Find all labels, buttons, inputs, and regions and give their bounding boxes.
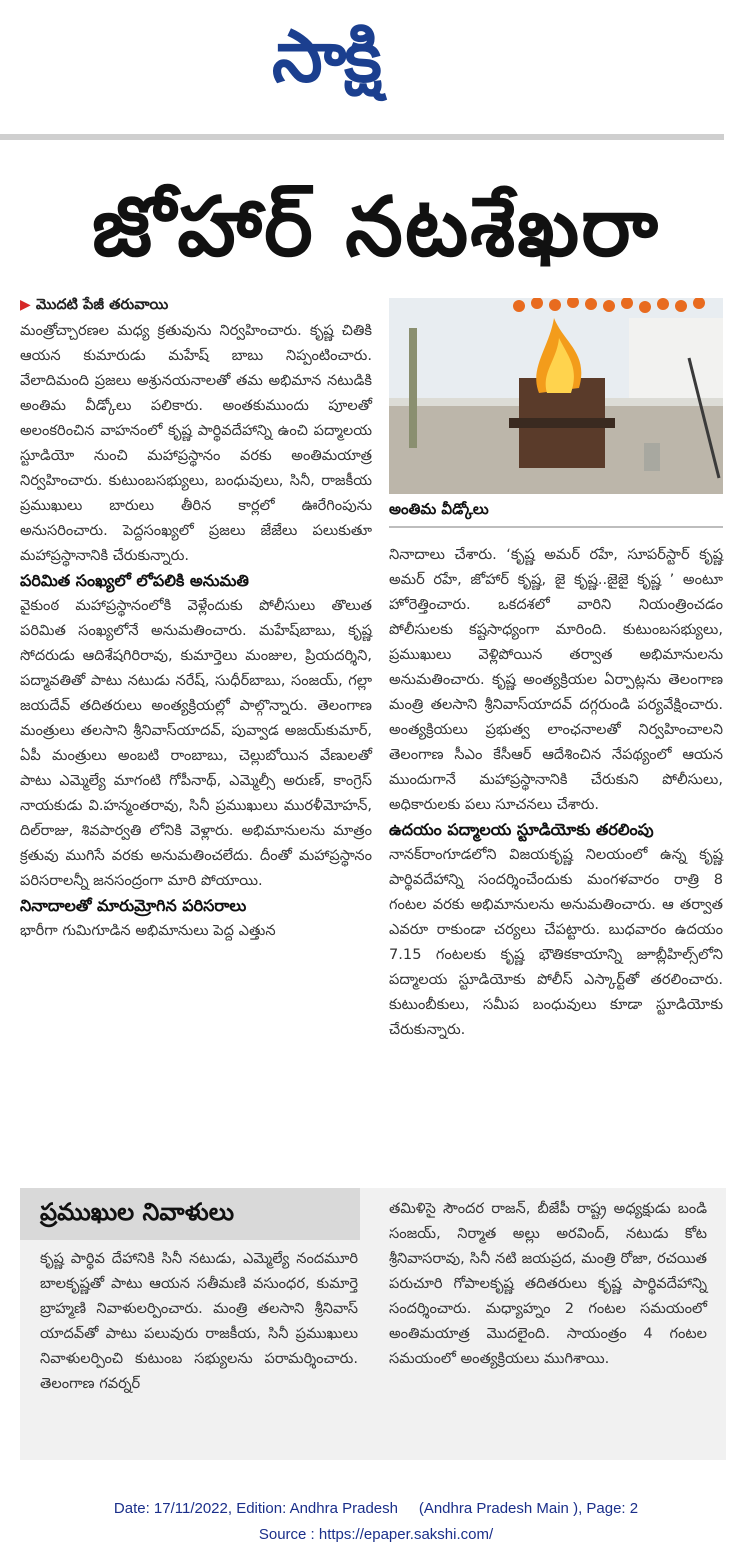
tributes-paragraph: కృష్ణ పార్థివ దేహానికి సినీ నటుడు, ఎమ్మెల్యే నందమూరి బాలకృష్ణతో పాటు ఆయన సతీమణి వసుంధర, కుమార్తె బ్రాహ్మణి నివాళులర్పించారు. మంత్రి తలసాని శ్రీనివాస్ యాదవ్‌తో పాటు పలువురు రాజకీయ, సినీ ప్రముఖులు నివాళులర్పించి కుటుంబ సభ్యులను పరామర్శించారు. తెలంగాణ గవర్నర్ xyxy=(40,1250,358,1392)
kicker xyxy=(20,292,372,318)
article-paragraph: నానక్‌రాంగూడలోని విజయకృష్ణ నిలయంలో ఉన్న కృష్ణ పార్థివదేహాన్ని సందర్శించేందుకు మంగళవారం రాత్రి 8 గంటల వరకు అభిమానులను అనుమతించారు. ఆ తర్వాత ఎవరూ రాకుండా చర్యలు చేపట్టారు. బుధవారం ఉదయం 7.15 గంటలకు కృష్ణ భౌతికకాయాన్ని జూబ్లీహిల్స్‌లోని పద్మాలయ స్టూడియోకు పోలీస్ ఎస్కార్ట్‌తో తరలించారు. కుటుంబీకులు, సమీప బంధువులు కూడా స్టూడియోకు చేరుకున్నారు. xyxy=(389,846,723,1038)
caption-rule xyxy=(389,526,723,528)
headline: జోహార్ నటశేఖరా xyxy=(92,180,660,275)
footer xyxy=(0,1496,752,1548)
kicker-text: మొదటి పేజీ తరువాయి xyxy=(35,296,169,313)
photo-illustration xyxy=(389,298,723,494)
article-paragraph: వైకుంఠ మహాప్రస్థానంలోకి వెళ్లేందుకు పోలీసులు తొలుత పరిమిత సంఖ్యలోనే అనుమతించారు. మహేష్‌బాబు, కృష్ణ సోదరుడు ఆదిశేషగిరిరావు, కుమార్తెలు మంజుల, ప్రియదర్శిని, పద్మావతితో పాటు నటుడు నరేష్, సుధీర్‌బాబు, సంజయ్, గల్లా జయదేవ్ తదితరులు అంత్యక్రియల్లో పాల్గొన్నారు. తెలంగాణ మంత్రులు తలసాని శ్రీనివాస్‌యాదవ్, పువ్వాడ అజయ్‌కుమార్, ఏపీ మంత్రులు అంబటి రాంబాబు, చెల్లుబోయిన వేణులతో పాటు ఎమ్మెల్యే మాగంటి గోపీనాథ్, ఎమ్మెల్సీ అరుణ్, కాంగ్రెస్ నాయకుడు వి.హన్మంతరావు, సినీ ప్రముఖులు మురళీమోహన్, దిల్‌రాజు, శివపార్వతి లోనికి వెళ్లారు. అభిమానులను మాత్రం క్రతువు ముగిసే వరకు అనుమతించలేదు. దీంతో మహాప్రస్థానం పరిసరాలన్నీ జనసంద్రంగా మారి పోయాయి. xyxy=(20,597,372,889)
footer-date-line: Date: 17/11/2022, Edition: Andhra Pradesh (Andhra Pradesh Main ), Page: 2 xyxy=(113,1500,639,1517)
right-column xyxy=(389,542,723,1042)
cremation-photo xyxy=(389,298,723,494)
article-paragraph: నినాదాలు చేశారు. ‘కృష్ణ అమర్ రహే, సూపర్‌స్టార్ కృష్ణ అమర్ రహే, జోహార్ కృష్ణ, జై కృష్ణ..జైజై కృష్ణ ’ అంటూ హోరెత్తించారు. ఒకదశలో వారిని నియంత్రించడం పోలీసులకు కష్టసాధ్యంగా మారింది. కుటుంబసభ్యులు, ప్రముఖులు వెళ్లిపోయిన తర్వాత అభిమానులను అనుమతించారు. కృష్ణ అంత్యక్రియల ఏర్పాట్లను తెలంగాణ మంత్రి తలసాని శ్రీనివాస్‌యాదవ్ దగ్గరుండి పర్యవేక్షించారు. అంత్యక్రియలు ప్రభుత్వ లాంఛనాలతో నిర్వహించాలని తెలంగాణ సీఎం కేసీఆర్ ఆదేశించిన నేపథ్యంలో ఆయన ముందుగానే మహాప్రస్థానానికి చేరుకుని పోలీసులు, అధికారులకు పలు సూచనలు చేశారు. xyxy=(389,546,723,813)
tributes-paragraph: తమిళిసై సౌందర రాజన్, బీజేపీ రాష్ట్ర అధ్యక్షుడు బండి సంజయ్, నిర్మాత అల్లు అరవింద్, నటుడు కోట శ్రీనివాసరావు, సినీ నటి జయప్రద, మంత్రి రోజా, రచయిత పరుచూరి గోపాలకృష్ణ తదితరులు కృష్ణ పార్థివదేహాన్ని సందర్శించారు. మధ్యాహ్నం 2 గంటల సమయంలో అంతిమయాత్ర మొదలైంది. సాయంత్రం 4 గంటల సమయంలో అంత్యక్రియలు ముగిశాయి. xyxy=(389,1200,707,1367)
subheading: పరిమిత సంఖ్యలో లోపలికి అనుమతి xyxy=(20,571,249,590)
sakshi-logo: సాక్షి xyxy=(272,14,380,98)
footer-source-line[interactable]: Source : https://epaper.sakshi.com/ xyxy=(258,1526,494,1543)
tributes-title: ప్రముఖుల నివాళులు xyxy=(40,1198,235,1226)
tributes-left-text xyxy=(40,1246,358,1396)
masthead-divider xyxy=(0,134,724,140)
subheading: నినాదాలతో మారుమ్రోగిన పరిసరాలు xyxy=(20,896,247,915)
subheading: ఉదయం పద్మాలయ స్టూడియోకు తరలింపు xyxy=(389,820,654,839)
article-paragraph: భారీగా గుమిగూడిన అభిమానులు పెద్ద ఎత్తున xyxy=(20,922,276,939)
photo-caption: అంతిమ వీడ్కోలు xyxy=(389,500,489,518)
left-column xyxy=(20,292,372,943)
article-paragraph: మంత్రోచ్చారణల మధ్య క్రతువును నిర్వహించారు. కృష్ణ చితికి ఆయన కుమారుడు మహేష్ బాబు నిప్పంటించారు. వేలాదిమంది ప్రజలు అశ్రునయనాలతో తమ అభిమాన నటుడికి అంతిమ వీడ్కోలు పలికారు. అంతకుముందు పూలతో అలంకరించిన వాహనంలో కృష్ణ పార్థివదేహాన్ని ఉంచి పద్మాలయ స్టూడియో నుంచి మహాప్రస్థానం వరకు అంతిమయాత్ర నిర్వహించారు. కుటుంబసభ్యులు, బంధువులు, సినీ, రాజకీయ ప్రముఖులు బారులు తీరిన కార్లలో ఊరేగింపును అనుసరించారు. పెద్దసంఖ్యలో ప్రజలు జేజేలు పలుకుతూ మహాప్రస్థానానికి చేరుకున్నారు. xyxy=(20,322,372,564)
tributes-right-text xyxy=(389,1196,707,1371)
masthead xyxy=(0,0,752,132)
triangle-icon: ▶ xyxy=(20,297,31,313)
